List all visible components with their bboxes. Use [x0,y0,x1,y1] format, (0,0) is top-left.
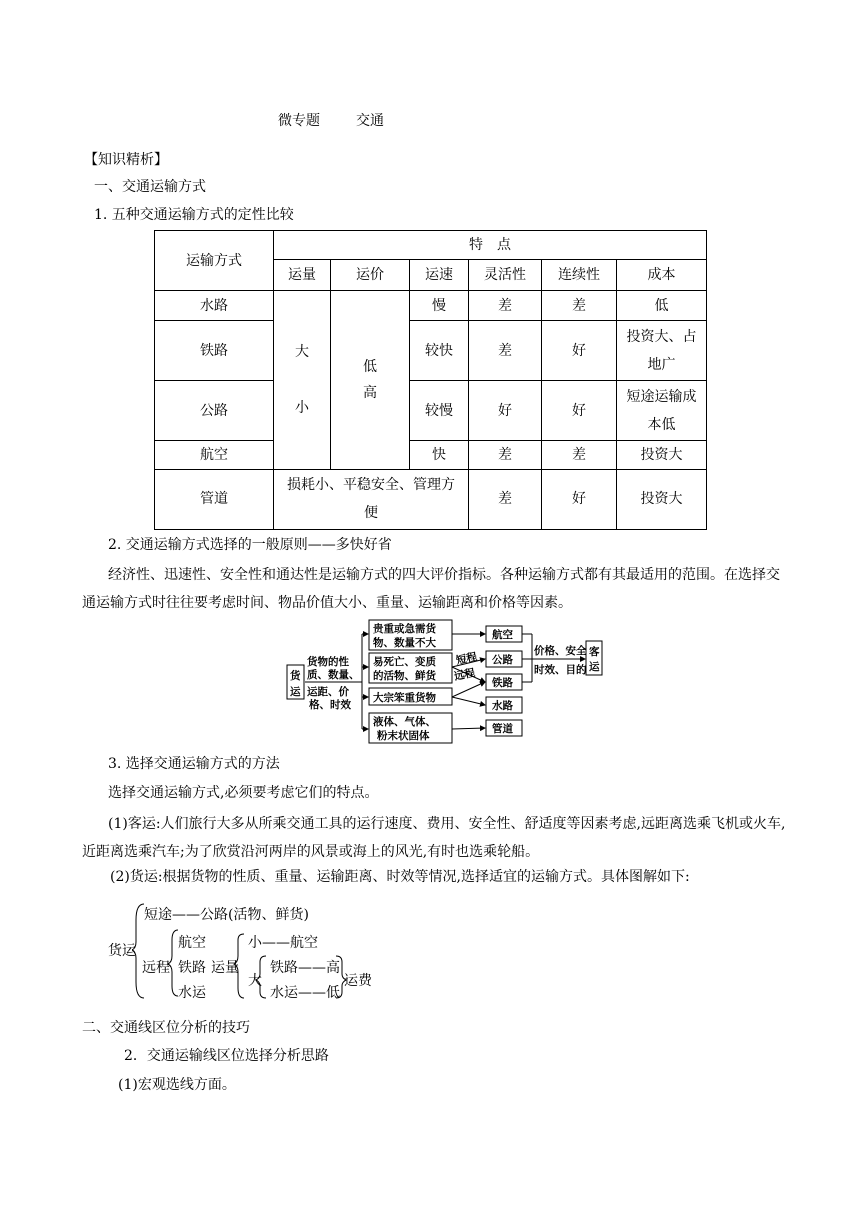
cargo-4b: 粉末状固体 [377,730,430,742]
section-knowledge: 【知识精析】 [84,152,168,168]
th-volume: 运量 [274,260,331,291]
row-name: 铁路 [155,321,274,381]
cell-speed: 较快 [410,321,469,381]
paragraph-freight: (2)货运:根据货物的性质、重量、运输距离、时效等情况,选择适宜的运输方式。具体图解如下: [110,869,690,885]
title-prefix: 微专题 [278,113,320,129]
cell-flex: 好 [469,381,542,440]
factor-1: 货物的性 [307,656,349,668]
mode-rail: 铁路 [492,677,513,689]
cargo-1b: 物、数量不大 [373,637,436,649]
cargo-3: 大宗笨重货物 [373,692,436,704]
tree-water: 水运 [178,985,206,1001]
cell-cost: 投资大 [617,440,707,469]
price-cell [331,291,410,470]
th-features: 特 点 [274,231,707,260]
cell-speed: 快 [410,440,469,469]
cell-flex: 差 [469,291,542,321]
cell-cont: 差 [542,440,617,469]
cargo-2a: 易死亡、变质 [373,656,436,668]
cell-flex: 差 [469,440,542,469]
cell-cont: 差 [542,291,617,321]
row-name: 航空 [155,440,274,469]
passenger-label-2: 运 [589,661,600,673]
long-label: 远程 [453,666,477,683]
criteria-2: 时效、目的 [534,664,587,676]
cell-merged: 损耗小、平稳安全、管理方便 [274,469,469,529]
cell-cost: 投资大、占地广 [617,321,707,381]
volume-cell [274,291,331,470]
freight-label-2: 运 [290,686,301,698]
cell-cost: 投资大 [617,469,707,529]
tree-cost: 运费 [344,973,372,989]
cargo-1a: 贵重或急需货 [373,623,436,635]
cell-flex: 差 [469,469,542,529]
factor-4: 格、时效 [309,699,351,711]
comparison-table [154,230,707,530]
mode-water: 水路 [492,700,513,712]
tree-far: 远程 [142,960,170,976]
factor-3: 运距、价 [307,686,349,698]
paragraph-principles: 经济性、迅速性、安全性和通达性是运输方式的四大评价指标。各种运输方式都有其最适用的范围。在选择交通运输方式时往往要考虑时间、物品价值大小、重量、运输距离和价格等因素。 [82,567,780,611]
page-title [278,110,420,130]
th-price: 运价 [331,260,410,291]
heading-1-3: 3. 选择交通运输方式的方法 [108,756,280,772]
row-name: 公路 [155,381,274,440]
mode-air: 航空 [492,629,513,641]
freight-diagram [285,617,605,745]
volume-top: 大 [295,343,309,360]
tree-water-low: 水运——低 [270,985,340,1001]
tree-volume: 运量 [211,960,239,976]
tree-air: 航空 [178,935,206,951]
cargo-4a: 液体、气体、 [373,716,436,728]
tree-small: 小——航空 [248,935,318,951]
cargo-2b: 的活物、鲜货 [373,670,436,682]
cell-cost: 低 [617,291,707,321]
cell-cont: 好 [542,381,617,440]
cell-speed: 慢 [410,291,469,321]
heading-1-1: 1. 五种交通运输方式的定性比较 [94,207,294,223]
short-label: 短程 [455,650,479,667]
th-cost: 成本 [617,260,707,291]
th-method: 运输方式 [155,231,274,291]
row-name: 管道 [155,469,274,529]
heading-1: 一、交通运输方式 [94,179,206,195]
cell-cont: 好 [542,321,617,381]
heading-2: 二、交通线区位分析的技巧 [82,1020,250,1036]
heading-2-2: 2．交通运输线区位选择分析思路 [124,1048,329,1064]
cell-flex: 差 [469,321,542,381]
th-cont: 连续性 [542,260,617,291]
heading-1-2: 2. 交通运输方式选择的一般原则——多快好省 [108,537,392,553]
price-top: 低 [363,358,377,375]
cell-cont: 好 [542,469,617,529]
row-name: 水路 [155,291,274,321]
volume-bottom: 小 [295,399,309,416]
cell-speed: 较慢 [410,381,469,440]
passenger-label-1: 客 [589,646,600,658]
heading-2-2-1: (1)宏观选线方面。 [118,1077,236,1093]
paragraph-method: 选择交通运输方式,必须要考虑它们的特点。 [108,785,379,801]
tree-root: 货运 [108,943,136,959]
tree-short: 短途——公路(活物、鲜货) [144,907,309,923]
criteria-1: 价格、安全 [534,645,587,657]
cell-cost: 短途运输成本低 [617,381,707,440]
price-bottom: 高 [363,384,377,401]
factor-2: 质、数量、 [307,669,360,681]
mode-road: 公路 [492,654,513,666]
paragraph-passenger: (1)客运:人们旅行大多从所乘交通工具的运行速度、费用、安全性、舒适度等因素考虑,远距离选乘飞机或火车,近距离选乘汽车;为了欣赏沿河两岸的风景或海上的风光,有时也选乘轮船。 [82,816,786,860]
tree-big: 大 [248,973,262,989]
title-topic: 交通 [356,113,384,129]
tree-rail-high: 铁路——高 [270,960,340,976]
mode-pipe: 管道 [492,723,513,735]
th-flex: 灵活性 [469,260,542,291]
tree-rail: 铁路 [178,960,206,976]
freight-label-1: 货 [290,670,301,682]
th-speed: 运速 [410,260,469,291]
